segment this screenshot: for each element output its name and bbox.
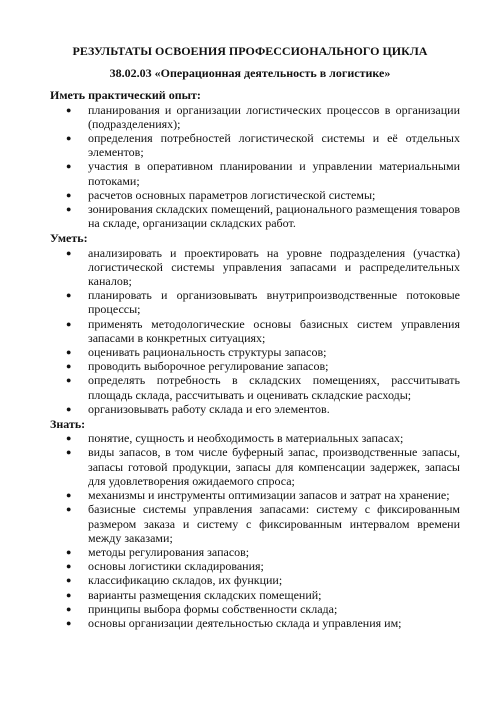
bullet-icon: ● [66, 247, 72, 258]
bullet-icon: ● [66, 290, 72, 301]
list-item [40, 573, 460, 587]
list-item-text: основы логистики складирования; [88, 559, 264, 574]
list-item-text: определения потребностей логистической системы и её отдельных элементов; [88, 131, 460, 160]
list-item-text: участия в оперативном планировании и управлении материальными потоками; [88, 159, 460, 188]
list-item [40, 317, 460, 345]
list-item-text: анализировать и проектировать на уровне подразделения (участка) логистической системы управления запасами и распределительных каналов; [88, 245, 460, 289]
document-subtitle: 38.02.03 «Операционная деятельность в логистике» [109, 66, 391, 81]
list-item-text: применять методологические основы базисных систем управления запасами в конкретных ситуациях; [88, 316, 460, 345]
list-item-text: основы организации деятельностью склада и управления им; [88, 615, 402, 630]
list-item-text: варианты размещения складских помещений; [88, 587, 322, 602]
bullet-icon: ● [66, 617, 72, 628]
bullet-icon: ● [66, 433, 72, 444]
bullet-icon: ● [66, 104, 72, 115]
bullet-icon: ● [66, 603, 72, 614]
bullet-icon: ● [66, 318, 72, 329]
bullet-icon: ● [66, 504, 72, 515]
list-item [40, 188, 460, 202]
list-item [40, 159, 460, 187]
list-item [40, 131, 460, 159]
list-item [40, 202, 460, 230]
list-item-text: базисные системы управления запасами: систему с фиксированным размером заказа и систему с фиксированным интервалом времени между заказами; [88, 502, 460, 545]
bullet-icon: ● [66, 361, 72, 372]
list-item-text: организовывать работу склада и его элементов. [88, 401, 330, 416]
list-item [40, 559, 460, 573]
list-item [40, 616, 460, 630]
list-item-text: принципы выбора формы собственности склада; [88, 601, 338, 616]
list-item [40, 431, 460, 445]
list-item [40, 588, 460, 602]
list-item-text: проводить выборочное регулирование запасов; [88, 359, 329, 374]
list-item-text: классификацию складов, их функции; [88, 573, 283, 588]
list-item [40, 103, 460, 131]
list-item-text: механизмы и инструменты оптимизации запасов и затрат на хранение; [88, 488, 450, 503]
list-item [40, 602, 460, 616]
list-item [40, 288, 460, 316]
bullet-icon: ● [66, 347, 72, 358]
list-skills [40, 246, 460, 416]
bullet-icon: ● [66, 447, 72, 458]
list-item [40, 345, 460, 359]
bullet-icon: ● [66, 403, 72, 414]
bullet-icon: ● [66, 189, 72, 200]
list-item [40, 502, 460, 545]
document-title: РЕЗУЛЬТАТЫ ОСВОЕНИЯ ПРОФЕССИОНАЛЬНОГО ЦИКЛА [72, 44, 428, 58]
list-item-text: планирования и организации логистических процессов в организации (подразделениях); [88, 102, 460, 131]
list-item-text: оценивать рациональность структуры запасов; [88, 345, 327, 360]
bullet-icon: ● [66, 546, 72, 557]
list-item-text: планировать и организовывать внутрипроизводственные потоковые процессы; [88, 288, 460, 317]
bullet-icon: ● [66, 561, 72, 572]
list-item-text: определять потребность в складских помещениях, рассчитывать площадь склада, рассчитывать и оценивать складские расходы; [88, 373, 460, 402]
list-item-text: понятие, сущность и необходимость в материальных запасах; [88, 431, 404, 446]
section-heading-knowledge: Знать: [50, 417, 86, 432]
list-item [40, 246, 460, 289]
list-item-text: виды запасов, в том числе буферный запас, производственные запасы, запасы готовой продукции, запасы для компенсации задержек, запасы для удовлетворения ожидаемого спроса; [88, 445, 460, 488]
bullet-icon: ● [66, 161, 72, 172]
list-item-text: методы регулирования запасов; [88, 544, 250, 559]
bullet-icon: ● [66, 375, 72, 386]
list-item-text: зонирования складских помещений, рационального размещения товаров на складе, организации складских работ. [88, 202, 460, 231]
list-item [40, 402, 460, 416]
bullet-icon: ● [66, 490, 72, 501]
section-heading-skills: Уметь: [50, 231, 88, 246]
list-item [40, 488, 460, 502]
bullet-icon: ● [66, 133, 72, 144]
list-experience [40, 103, 460, 231]
bullet-icon: ● [66, 575, 72, 586]
bullet-icon: ● [66, 204, 72, 215]
list-item [40, 545, 460, 559]
list-knowledge [40, 431, 460, 630]
list-item [40, 359, 460, 373]
list-item [40, 445, 460, 488]
bullet-icon: ● [66, 589, 72, 600]
list-item-text: расчетов основных параметров логистической системы; [88, 187, 376, 202]
section-heading-experience: Иметь практический опыт: [50, 88, 201, 103]
list-item [40, 373, 460, 401]
